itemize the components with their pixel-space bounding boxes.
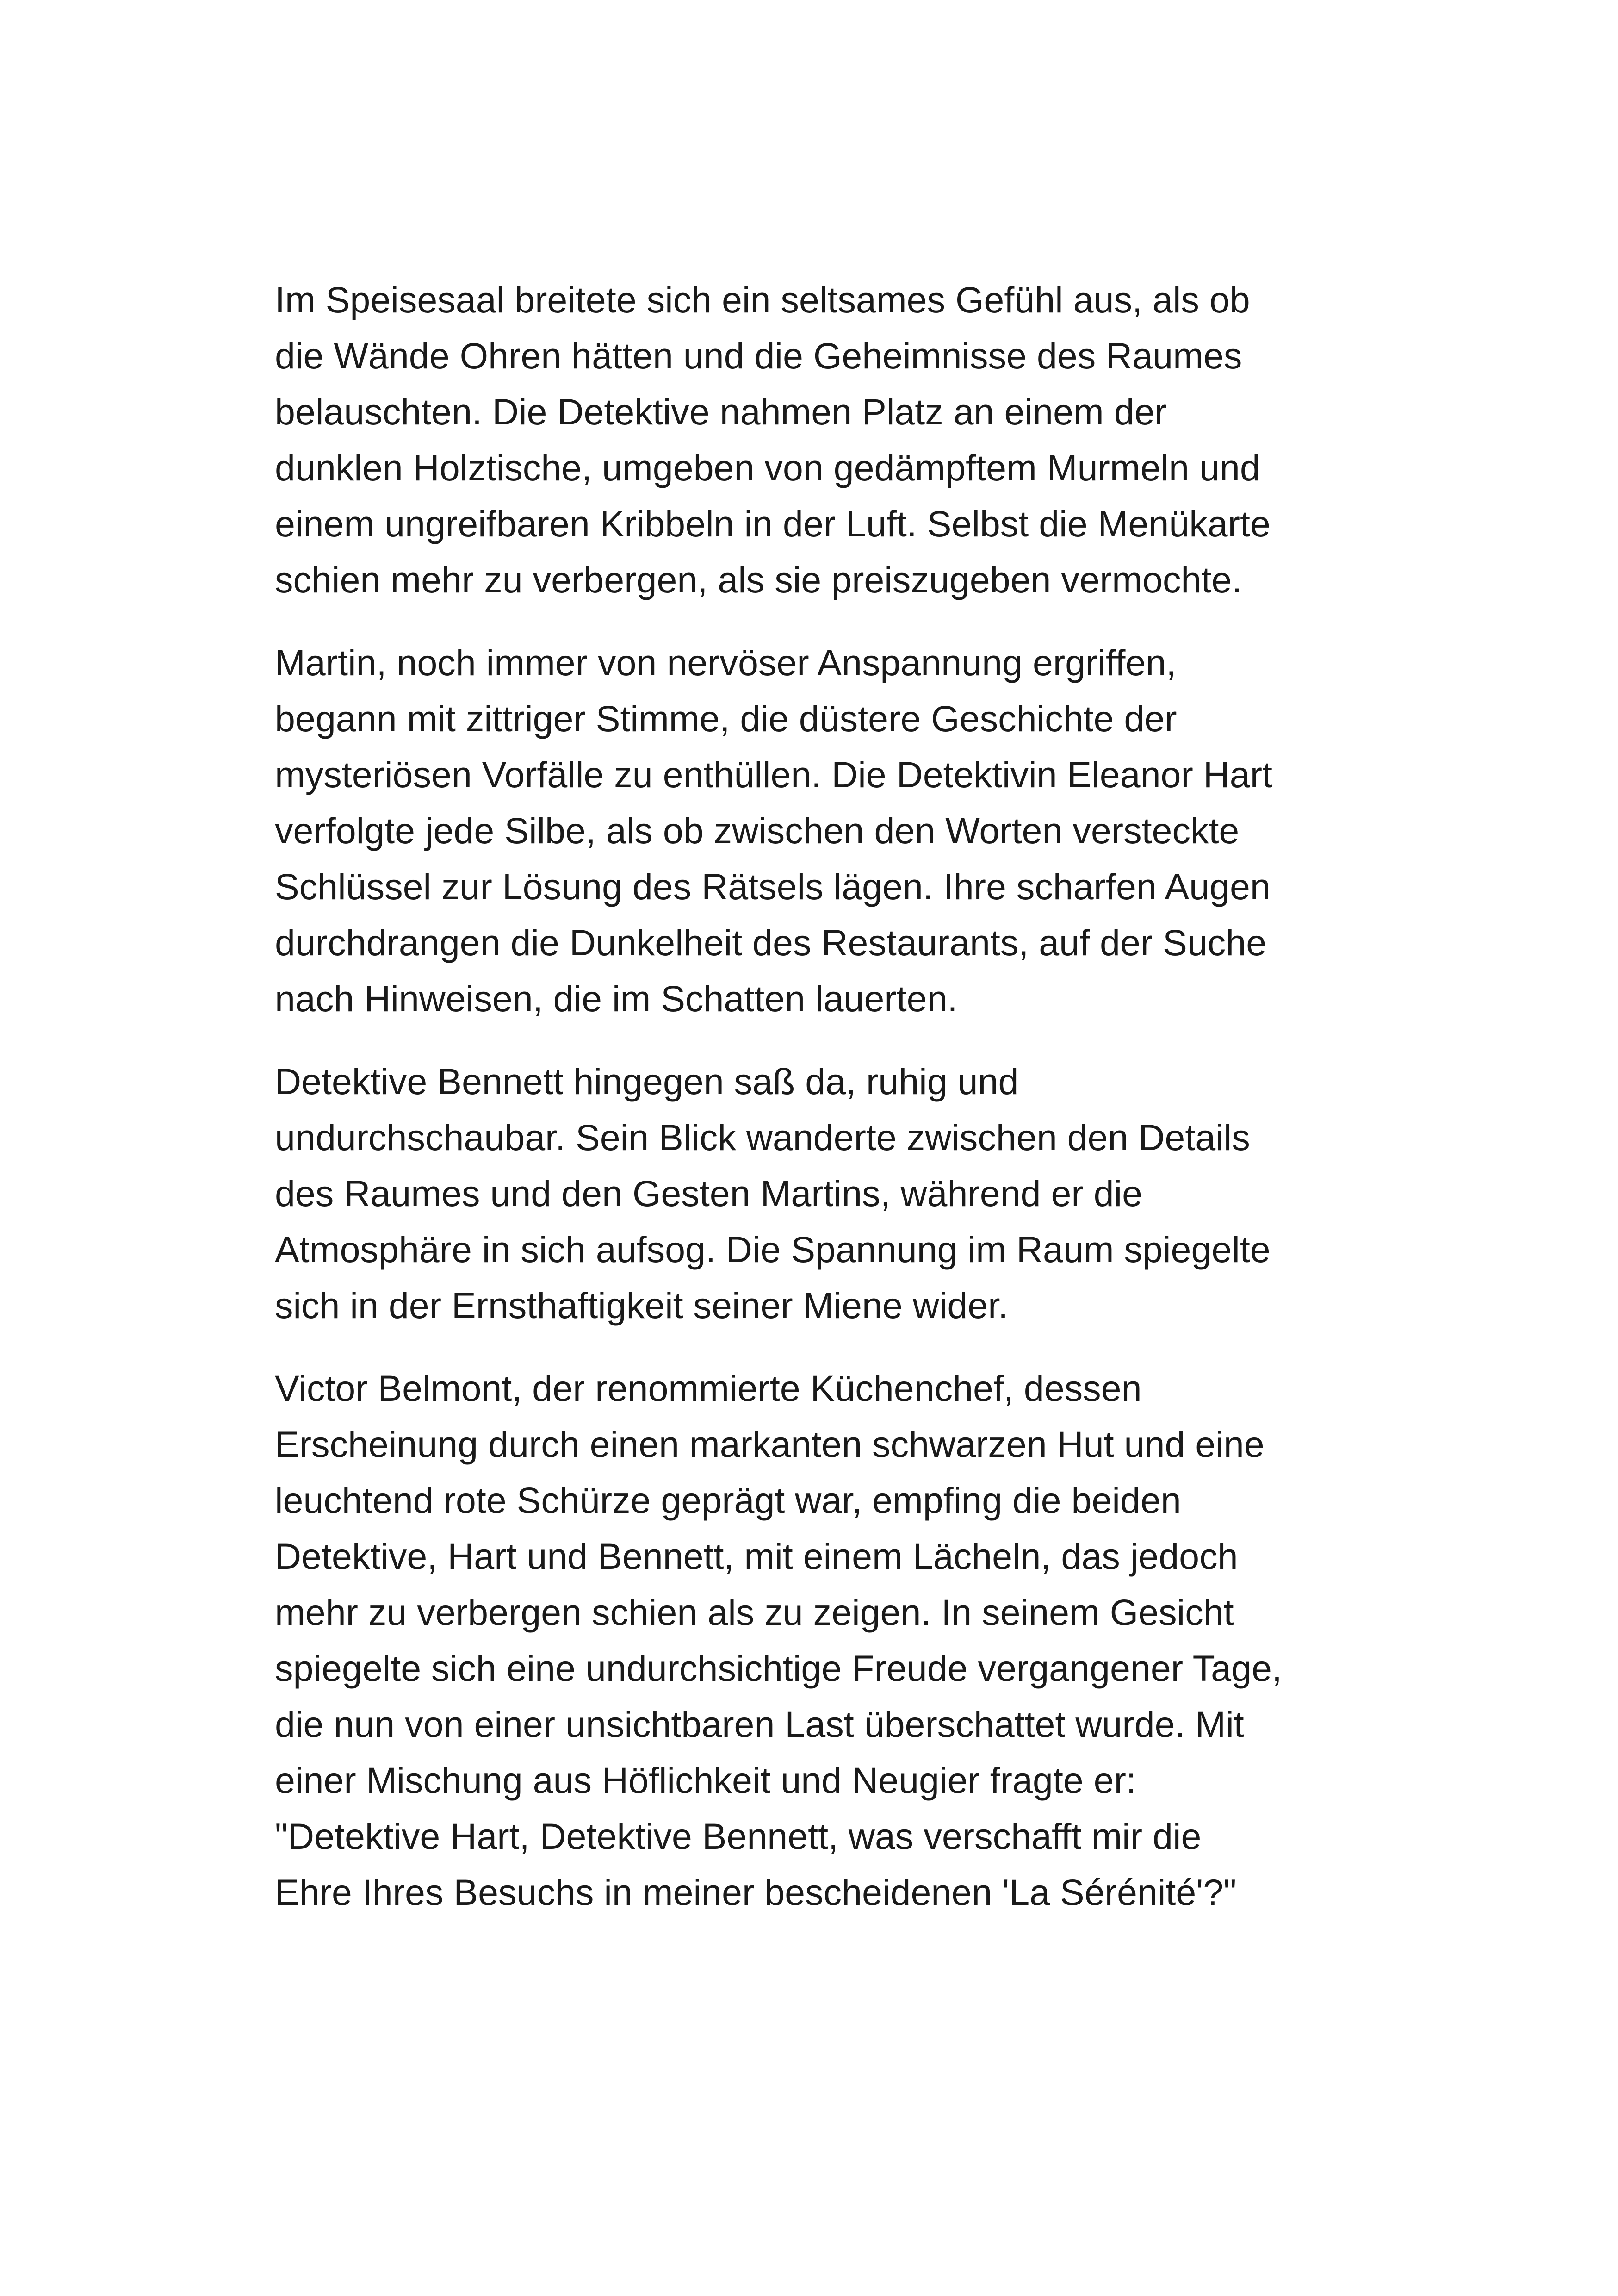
text-line: schien mehr zu verbergen, als sie preiszugeben vermochte. [275,559,1242,600]
text-line: sich in der Ernsthaftigkeit seiner Miene wider. [275,1285,1009,1326]
paragraph-4 [275,1360,1367,1920]
text-line: Im Speisesaal breitete sich ein seltsames Gefühl aus, als ob [275,279,1250,320]
text-line: Martin, noch immer von nervöser Anspannung ergriffen, [275,642,1177,683]
text-line: leuchtend rote Schürze geprägt war, empfing die beiden [275,1480,1181,1521]
text-line: einem ungreifbaren Kribbeln in der Luft. Selbst die Menükarte [275,503,1271,544]
document-body [275,272,1367,1947]
paragraph-2 [275,635,1367,1027]
text-line: Schlüssel zur Lösung des Rätsels lägen. Ihre scharfen Augen [275,866,1271,907]
text-line: Erscheinung durch einen markanten schwarzen Hut und eine [275,1424,1265,1465]
text-line: durchdrangen die Dunkelheit des Restaurants, auf der Suche [275,922,1267,963]
paragraph-3 [275,1053,1367,1333]
text-line: Atmosphäre in sich aufsog. Die Spannung im Raum spiegelte [275,1229,1271,1270]
text-line: die Wände Ohren hätten und die Geheimnisse des Raumes [275,335,1242,376]
text-line: undurchschaubar. Sein Blick wanderte zwischen den Details [275,1117,1250,1158]
text-line: Victor Belmont, der renommierte Küchenchef, dessen [275,1368,1142,1409]
text-line: Ehre Ihres Besuchs in meiner bescheidenen 'La Sérénité'?" [275,1872,1237,1913]
text-line: mehr zu verbergen schien als zu zeigen. In seinem Gesicht [275,1592,1234,1633]
text-line: verfolgte jede Silbe, als ob zwischen den Worten versteckte [275,810,1240,851]
text-line: nach Hinweisen, die im Schatten lauerten. [275,978,958,1019]
text-line: dunklen Holztische, umgeben von gedämpftem Murmeln und [275,447,1260,488]
text-line: Detektive, Hart und Bennett, mit einem Lächeln, das jedoch [275,1536,1238,1577]
text-line: Detektive Bennett hingegen saß da, ruhig und [275,1061,1019,1102]
text-line: einer Mischung aus Höflichkeit und Neugier fragte er: [275,1760,1136,1801]
paragraph-1 [275,272,1367,608]
text-line: "Detektive Hart, Detektive Bennett, was verschafft mir die [275,1816,1202,1857]
text-line: mysteriösen Vorfälle zu enthüllen. Die Detektivin Eleanor Hart [275,754,1272,795]
text-line: spiegelte sich eine undurchsichtige Freude vergangener Tage, [275,1648,1282,1689]
text-line: die nun von einer unsichtbaren Last überschattet wurde. Mit [275,1704,1244,1745]
text-line: des Raumes und den Gesten Martins, während er die [275,1173,1143,1214]
text-line: begann mit zittriger Stimme, die düstere Geschichte der [275,698,1177,739]
text-line: belauschten. Die Detektive nahmen Platz an einem der [275,391,1167,432]
